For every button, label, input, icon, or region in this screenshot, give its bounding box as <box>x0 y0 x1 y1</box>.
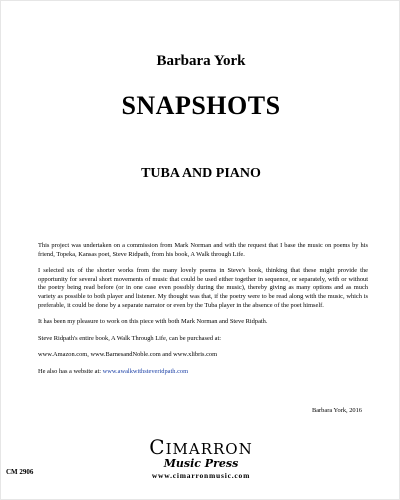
publisher-name-rest: IMARRON <box>165 440 253 458</box>
instrumentation: TUBA AND PIANO <box>141 166 261 181</box>
program-notes <box>38 242 368 385</box>
notes-paragraph: Steve Ridpath's entire book, A Walk Through Life, can be purchased at: <box>38 334 222 342</box>
notes-paragraph <box>38 368 368 377</box>
signature-line: Barbara York, 2016 <box>311 407 362 414</box>
website-prefix: He also has a website at: <box>38 367 103 375</box>
publisher-url: www.cimarronmusic.com <box>151 471 251 480</box>
piece-title: SNAPSHOTS <box>121 91 281 120</box>
publisher-script: Music Press <box>163 457 239 470</box>
composer-name: Barbara York <box>156 53 246 69</box>
catalog-number: CM 2906 <box>6 468 34 476</box>
notes-paragraph: This project was undertaken on a commission from Mark Norman and with the request that I base the music on poems by his friend, Topeka, Kansas poet, Steve Ridpath, from his book, A Walk through Life. <box>38 242 368 258</box>
publisher-logo <box>1 437 400 480</box>
publisher-initial: C <box>149 435 166 459</box>
notes-paragraph: www.Amazon.com, www.BarnesandNoble.com and www.xlibris.com <box>38 351 218 359</box>
notes-paragraph: It has been my pleasure to work on this piece with both Mark Norman and Steve Ridpath. <box>38 318 268 326</box>
notes-paragraph: I selected six of the shorter works from the many lovely poems in Steve's book, thinking that these might provide the opportunity for several short movements of music that could be used either together in sequence, or separately, with or without the poetry being read before (or in one case even possibly during the music), thereby giving as many options and as much variety as possible to both player and listener. My thought was that, if the poetry were to be read along with the music, which is preferable, it could be done by a separate narrator or even by the Tuba player in the absence of the poet himself. <box>38 267 368 309</box>
publisher-name <box>1 437 400 459</box>
website-link[interactable]: www.awalkwithsteveridpath.com <box>102 367 189 375</box>
